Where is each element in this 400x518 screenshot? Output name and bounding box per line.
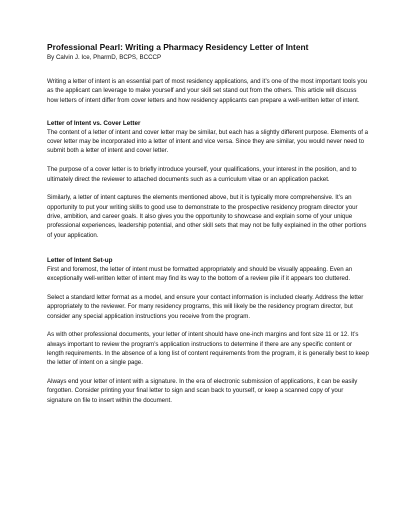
article-page <box>47 42 369 405</box>
section-heading-set-up: Letter of Intent Set-up <box>47 256 113 264</box>
intro-paragraph: Writing a letter of intent is an essential part of most residency applications, and it’s one of the most important tools you as the applicant can leverage to make yourself and your skill set stand out from the others. This article will discuss how letters of intent differ from cover letters and how residency applicants can prepare a well-written letter of intent. <box>47 78 368 104</box>
section-paragraph: Similarly, a letter of intent captures the elements mentioned above, but it is typically more comprehensive. It’s an opportunity to put your writing skills to good use to demonstrate to the prospective residency program director your drive, ambition, and career goals. It also gives you the opportunity to showcase and explain some of your unique professional experiences, leadership potential, and other skill sets that may not be fully explained in the other portions of your application. <box>47 194 367 239</box>
section-paragraph: The purpose of a cover letter is to briefly introduce yourself, your qualifications, your interest in the position, and to ultimately direct the reviewer to attached documents such as a curriculum vitae or an application packet. <box>47 166 357 183</box>
article-title: Professional Pearl: Writing a Pharmacy Residency Letter of Intent <box>47 42 309 52</box>
section-heading-intent-vs-cover: Letter of Intent vs. Cover Letter <box>47 119 141 127</box>
section-paragraph: Always end your letter of intent with a signature. In the era of electronic submission of applications, it can be easily forgotten. Consider printing your final letter to sign and scan back to yourself, or keep a scanned copy of your signature on file to insert within the document. <box>47 378 358 404</box>
section-paragraph: First and foremost, the letter of intent must be formatted appropriately and should be visually appealing. Even an exceptionally well-written letter of intent may find its way to the bottom of a review pile if it appears too cluttered. <box>47 265 353 283</box>
section-paragraph: As with other professional documents, your letter of intent should have one-inch margins and font size 11 or 12. It’s always important to review the program’s application instructions to determine if there are any specific content or length requirements. In the absence of a long list of content requirements from the program, it is generally best to keep the letter of intent on a single page. <box>47 331 369 367</box>
section-paragraph: The content of a letter of intent and cover letter may be similar, but each has a slightly different purpose. Elements of a cover letter may be incorporated into a letter of intent and vice versa. Since they are similar, you would never need to submit both a letter of intent and cover letter. <box>47 128 369 155</box>
article-byline: By Calvin J. Ice, PharmD, BCPS, BCCCP <box>47 54 162 61</box>
section-paragraph: Select a standard letter format as a model, and ensure your contact information is included clearly. Address the letter appropriately to the reviewer. For many residency programs, this will likely be the residency program director, but consider any special application instructions you receive from the program. <box>47 293 364 320</box>
